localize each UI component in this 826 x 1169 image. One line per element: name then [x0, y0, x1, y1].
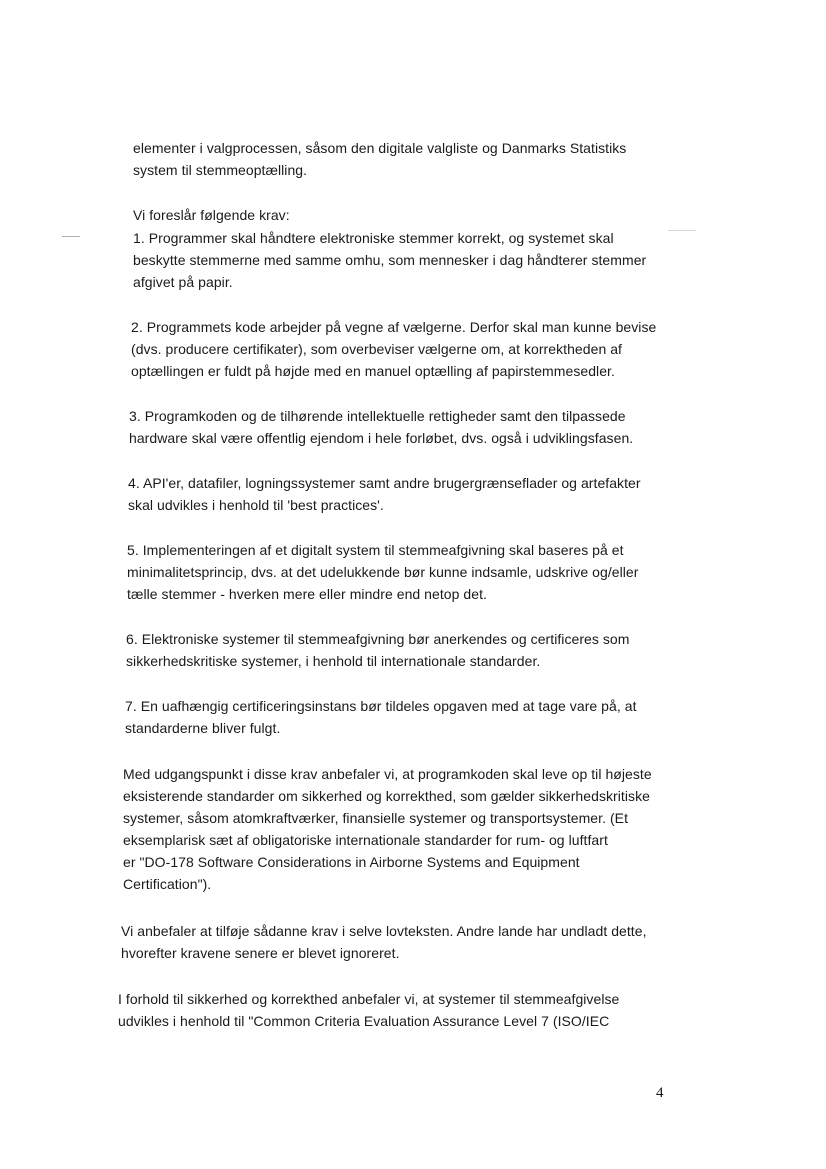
page-number: 4	[656, 1085, 664, 1101]
requirement-5-line: minimalitetsprincip, dvs. at det udelukkende bør kunne indsamle, udskrive og/eller	[127, 564, 639, 580]
requirement-4-line: skal udvikles i henhold til 'best practices'.	[128, 497, 384, 513]
recommendation-line: Med udgangspunkt i disse krav anbefaler vi, at programkoden skal leve op til højeste	[123, 766, 652, 782]
text-line: elementer i valgprocessen, såsom den digitale valgliste og Danmarks Statistiks	[133, 140, 627, 156]
requirement-1-line: 1. Programmer skal håndtere elektroniske stemmer korrekt, og systemet skal	[133, 230, 614, 246]
requirement-6-line: 6. Elektroniske systemer til stemmeafgivning bør anerkendes og certificeres som	[126, 631, 630, 647]
recommendation-line: Certification").	[123, 876, 212, 892]
requirement-7-line: 7. En uafhængig certificeringsinstans bør tildeles opgaven med at tage vare på, at	[125, 698, 637, 714]
recommendation-line: Vi anbefaler at tilføje sådanne krav i selve lovteksten. Andre lande har undladt dette,	[121, 923, 647, 939]
scan-artifact-left	[62, 236, 80, 237]
recommendation-line: udvikles i henhold til "Common Criteria Evaluation Assurance Level 7 (ISO/IEC	[118, 1013, 610, 1029]
recommendation-line: er "DO-178 Software Considerations in Airborne Systems and Equipment	[123, 854, 580, 870]
recommendation-line: eksemplarisk sæt af obligatoriske internationale standarder for rum- og luftfart	[123, 832, 608, 848]
requirement-7-line: standarderne bliver fulgt.	[125, 720, 281, 736]
recommendation-line: hvorefter kravene senere er blevet ignoreret.	[121, 945, 400, 961]
requirement-4-line: 4. API'er, datafiler, logningssystemer samt andre brugergrænseflader og artefakter	[128, 475, 641, 491]
requirement-1-line: beskytte stemmerne med samme omhu, som mennesker i dag håndterer stemmer	[133, 252, 647, 268]
requirement-5-line: tælle stemmer - hverken mere eller mindre end netop det.	[127, 586, 487, 602]
requirement-3-line: 3. Programkoden og de tilhørende intellektuelle rettigheder samt den tilpassede	[129, 408, 626, 424]
recommendation-line: eksisterende standarder om sikkerhed og korrekthed, som gælder sikkerhedskritiske	[123, 788, 650, 804]
requirement-3-line: hardware skal være offentlig ejendom i hele forløbet, dvs. også i udviklingsfasen.	[129, 430, 634, 446]
recommendation-line: I forhold til sikkerhed og korrekthed anbefaler vi, at systemer til stemmeafgivelse	[118, 991, 620, 1007]
requirement-6-line: sikkerhedskritiske systemer, i henhold til internationale standarder.	[126, 653, 541, 669]
requirement-2-line: (dvs. producere certifikater), som overbeviser vælgerne om, at korrektheden af	[131, 341, 622, 357]
recommendation-line: systemer, såsom atomkraftværker, finansielle systemer og transportsystemer. (Et	[123, 810, 629, 826]
text-line: system til stemmeoptælling.	[133, 162, 308, 178]
requirement-5-line: 5. Implementeringen af et digitalt system til stemmeafgivning skal baseres på et	[127, 542, 624, 558]
scan-artifact-right	[668, 230, 696, 231]
requirement-2-line: optællingen er fuldt på højde med en manuel optælling af papirstemmesedler.	[131, 363, 615, 379]
requirements-heading: Vi foreslår følgende krav:	[133, 207, 290, 223]
requirement-1-line: afgivet på papir.	[133, 274, 233, 290]
requirement-2-line: 2. Programmets kode arbejder på vegne af vælgerne. Derfor skal man kunne bevise	[131, 319, 657, 335]
